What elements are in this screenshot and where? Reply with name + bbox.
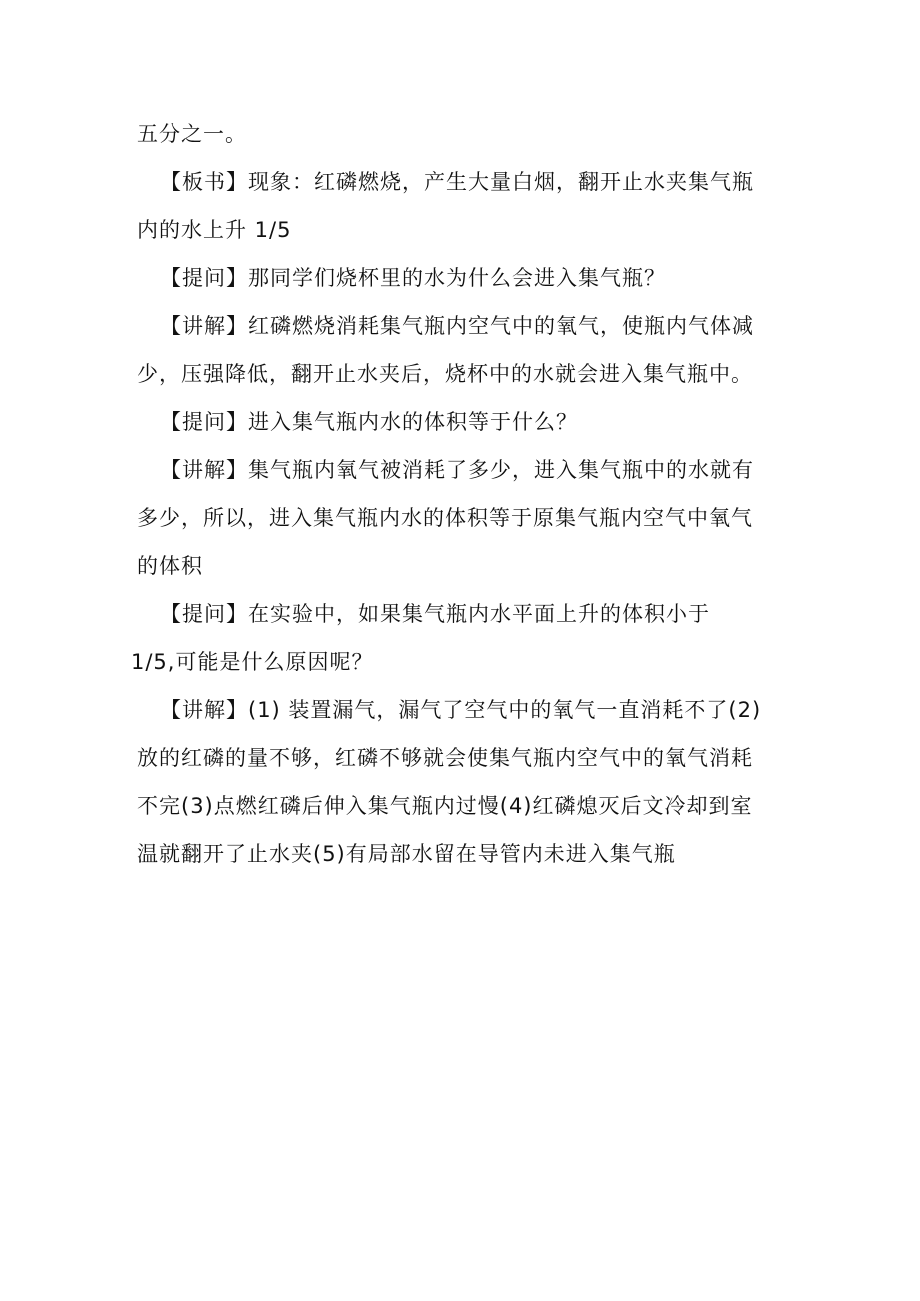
text-line: 的体积 <box>137 554 203 578</box>
paragraph-board-note <box>137 158 793 254</box>
text-line: 【提问】那同学们烧杯里的水为什么会进入集气瓶？ <box>160 266 666 290</box>
text-line: 【讲解】集气瓶内氧气被消耗了多少，进入集气瓶中的水就有 <box>160 458 754 482</box>
paragraph-explanation-1 <box>137 302 793 398</box>
document-body <box>131 110 793 878</box>
text-line: 不完(3)点燃红磷后伸入集气瓶内过慢(4)红磷熄灭后文冷却到室 <box>137 794 753 818</box>
text-line: 【讲解】红磷燃烧消耗集气瓶内空气中的氧气，使瓶内气体减 <box>160 314 754 338</box>
paragraph-explanation-2 <box>137 446 793 590</box>
paragraph-explanation-3 <box>137 686 793 878</box>
text-line: 放的红磷的量不够，红磷不够就会使集气瓶内空气中的氧气消耗 <box>137 746 753 770</box>
text-line: 温就翻开了止水夹(5)有局部水留在导管内未进入集气瓶 <box>137 842 676 866</box>
text-line: 少，压强降低，翻开止水夹后，烧杯中的水就会进入集气瓶中。 <box>137 362 753 386</box>
text-line: 五分之一。 <box>137 122 247 146</box>
text-line: 【提问】进入集气瓶内水的体积等于什么？ <box>160 410 578 434</box>
paragraph-question-3 <box>131 590 793 686</box>
paragraph-question-2 <box>137 398 793 446</box>
paragraph-question-1 <box>137 254 793 302</box>
text-line: 1/5,可能是什么原因呢？ <box>131 650 374 674</box>
text-line: 【讲解】(1) 装置漏气，漏气了空气中的氧气一直消耗不了(2) <box>160 698 762 722</box>
text-line: 【板书】现象：红磷燃烧，产生大量白烟，翻开止水夹集气瓶 <box>160 170 754 194</box>
text-line: 内的水上升 1/5 <box>137 218 292 242</box>
paragraph-continuation <box>137 110 793 158</box>
text-line: 多少，所以，进入集气瓶内水的体积等于原集气瓶内空气中氧气 <box>137 506 753 530</box>
text-line: 【提问】在实验中，如果集气瓶内水平面上升的体积小于 <box>160 602 710 626</box>
